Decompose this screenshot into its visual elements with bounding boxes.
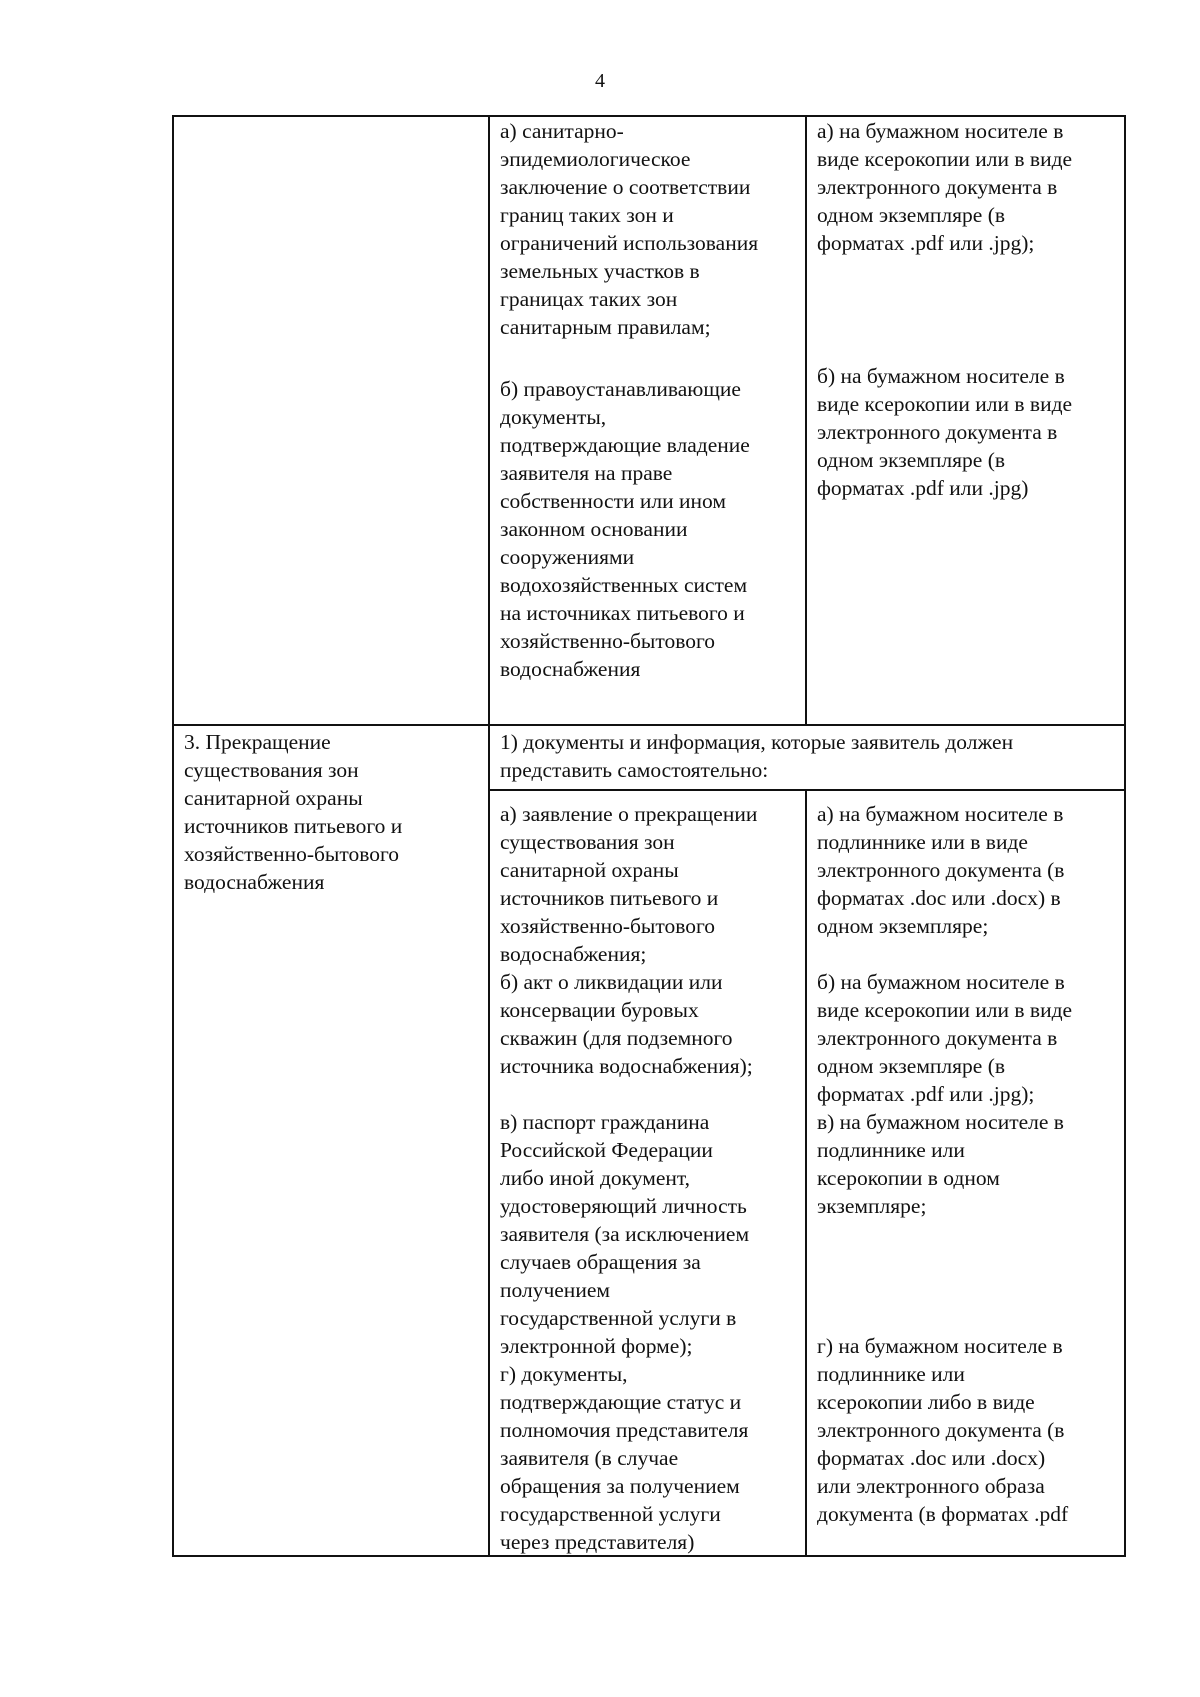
document-item-sanitary-conclusion: а) санитарно- эпидемиологическое заключение о соответствии границ таких зон и ограничений использования земельных участков в границах таких зон санитарным правилам; (500, 119, 759, 339)
column-divider-form-upper (805, 115, 807, 725)
column-divider-form-lower (805, 789, 807, 1557)
document-item-title-documents: б) правоустанавливающие документы, подтверждающие владение заявителя на праве собственности или ином законном основании сооружениями водохозяйственных систем на источниках питьевого и хозяйственно-бытового водоснабжения (500, 377, 750, 681)
documents-table (172, 115, 1126, 1557)
subheader-divider (488, 789, 1126, 791)
service-name-termination: 3. Прекращение существования зон санитарной охраны источников питьевого и хозяйственно-бытового водоснабжения (184, 730, 403, 894)
document-item-representative-authority: г) документы, подтверждающие статус и полномочия представителя заявителя (в случае обращения за получением государственной услуги через представителя) (500, 1362, 749, 1554)
documents-subheader: 1) документы и информация, которые заявитель должен представить самостоятельно: (500, 730, 1014, 782)
form-item-title-documents: б) на бумажном носителе в виде ксерокопии или в виде электронного документа в одном экземпляре (в форматах .pdf или .jpg) (817, 364, 1073, 500)
column-divider-service (488, 115, 490, 1557)
form-item-termination-application: а) на бумажном носителе в подлиннике или в виде электронного документа (в форматах .doc или .docx) в одном экземпляре; (817, 802, 1065, 938)
document-item-passport: в) паспорт гражданина Российской Федерации либо иной документ, удостоверяющий личность заявителя (за исключением случаев обращения за получением государственной услуги в электронной форме); (500, 1110, 750, 1358)
form-item-representative-authority: г) на бумажном носителе в подлиннике или ксерокопии либо в виде электронного документа (в форматах .doc или .docx) или электронного образа документа (в форматах .pdf (817, 1334, 1069, 1526)
form-item-passport: в) на бумажном носителе в подлиннике или ксерокопии в одном экземпляре; (817, 1110, 1064, 1218)
document-item-termination-application: а) заявление о прекращении существования зон санитарной охраны источников питьевого и хозяйственно-бытового водоснабжения; (500, 802, 758, 966)
row-divider (172, 724, 1126, 726)
document-item-well-liquidation-act: б) акт о ликвидации или консервации буровых скважин (для подземного источника водоснабжения); (500, 970, 753, 1078)
table-border-right (1124, 115, 1126, 1557)
table-border-left (172, 115, 174, 1557)
page-number: 4 (595, 70, 605, 92)
form-item-well-liquidation-act: б) на бумажном носителе в виде ксерокопии или в виде электронного документа в одном экземпляре (в форматах .pdf или .jpg); (817, 970, 1073, 1106)
form-item-sanitary-conclusion: а) на бумажном носителе в виде ксерокопии или в виде электронного документа в одном экземпляре (в форматах .pdf или .jpg); (817, 119, 1073, 255)
